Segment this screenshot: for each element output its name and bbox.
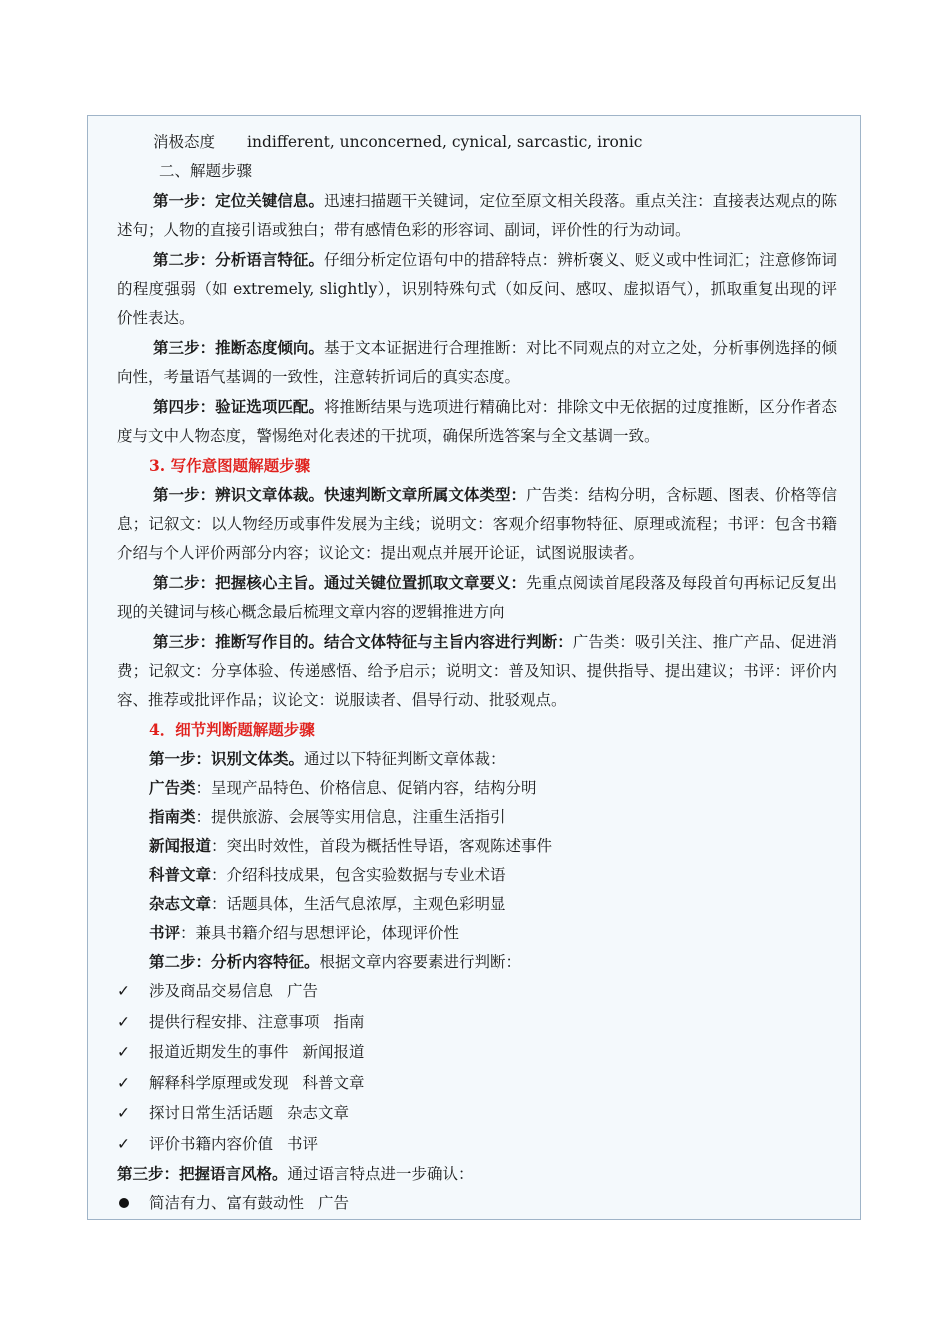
step-text: 迅速扫描题干关键词，定位至原文相关段落。重点关注：直接表达观点的陈述句；人物的直接引语或独白；带有感情色彩的形容词、副词，评价性的行为动词。 bbox=[117, 192, 837, 239]
check-feature: 报道近期发生的事件 bbox=[149, 1043, 289, 1061]
negative-attitude-words: indifferent, unconcerned, cynical, sarcastic, ironic bbox=[247, 133, 643, 151]
step-heading: 第二步：分析内容特征。 bbox=[149, 952, 320, 971]
check-item bbox=[117, 1098, 837, 1129]
attitude-step-1 bbox=[117, 186, 837, 245]
step-heading: 第二步：分析语言特征。 bbox=[153, 250, 325, 269]
genre-item bbox=[117, 802, 837, 831]
checkmark-icon: ✓ bbox=[117, 1073, 130, 1092]
genre-item bbox=[117, 918, 837, 947]
bullet-item bbox=[117, 1188, 837, 1219]
check-genre: 书评 bbox=[287, 1134, 319, 1153]
checkmark-icon: ✓ bbox=[117, 1134, 130, 1153]
genre-name: 杂志文章 bbox=[149, 894, 212, 913]
bullet-dot-icon bbox=[119, 1198, 129, 1208]
step-text: 广告类：吸引关注、推广产品、促进消费；记叙文：分享体验、传递感悟、给予启示；说明文：普及知识、提供指导、提出建议；书评：评价内容、推荐或批评作品；议论文：说服读者、倡导行动、批驳观点。 bbox=[117, 633, 837, 709]
detail-step-3 bbox=[117, 1159, 837, 1188]
check-item bbox=[117, 976, 837, 1007]
step-text: 将推断结果与选项进行精确比对：排除文中无依据的过度推断，区分作者态度与文中人物态度，警惕绝对化表述的干扰项，确保所选答案与全文基调一致。 bbox=[117, 398, 837, 445]
genre-desc: ：话题具体，生活气息浓厚，主观色彩明显 bbox=[211, 895, 506, 913]
purpose-step-3 bbox=[117, 627, 837, 715]
check-genre: 杂志文章 bbox=[287, 1104, 350, 1122]
check-feature: 解释科学原理或发现 bbox=[149, 1073, 289, 1092]
bullet-genre: 广告 bbox=[318, 1194, 350, 1212]
section-title-steps: 二、解题步骤 bbox=[159, 162, 253, 180]
step-text: 根据文章内容要素进行判断： bbox=[319, 953, 522, 971]
genre-name: 指南类 bbox=[149, 807, 196, 826]
check-genre: 新闻报道 bbox=[302, 1043, 365, 1061]
check-item bbox=[117, 1068, 837, 1099]
step-heading: 第二步：把握核心主旨。通过关键位置抓取文章要义： bbox=[153, 573, 527, 592]
section-title-writing-purpose: 3. 写作意图题解题步骤 bbox=[149, 456, 311, 475]
step-text: 先重点阅读首尾段落及每段首句再标记反复出现的关键词与核心概念最后梳理文章内容的逻辑推进方向 bbox=[117, 574, 837, 621]
genre-desc: ：呈现产品特色、价格信息、促销内容，结构分明 bbox=[195, 779, 537, 797]
step-heading: 第四步：验证选项匹配。 bbox=[153, 397, 325, 416]
step-text: 仔细分析定位语句中的措辞特点：辨析褒义、贬义或中性词汇；注意修饰词的程度强弱（如 extremely, slightly），识别特殊句式（如反问、感叹、虚拟语气），抓取重复出现的评价性表达。 bbox=[117, 251, 837, 327]
genre-name: 新闻报道 bbox=[149, 836, 212, 855]
genre-name: 科普文章 bbox=[149, 865, 212, 884]
attitude-step-3 bbox=[117, 333, 837, 392]
genre-name: 书评 bbox=[149, 923, 181, 942]
step-heading: 第一步：识别文体类。 bbox=[149, 749, 305, 768]
checkmark-icon: ✓ bbox=[117, 982, 130, 1000]
step-text: 通过语言特点进一步确认： bbox=[287, 1165, 474, 1183]
check-genre: 指南 bbox=[333, 1012, 365, 1031]
check-item bbox=[117, 1129, 837, 1160]
genre-item bbox=[117, 773, 837, 802]
attitude-step-4 bbox=[117, 392, 837, 451]
step-heading: 第一步：定位关键信息。 bbox=[153, 191, 325, 210]
step-heading: 第三步：把握语言风格。 bbox=[117, 1164, 288, 1183]
negative-attitude-line bbox=[117, 128, 837, 157]
check-genre: 科普文章 bbox=[302, 1073, 365, 1092]
genre-desc: ：提供旅游、会展等实用信息，注重生活指引 bbox=[195, 808, 506, 826]
check-genre: 广告 bbox=[287, 982, 319, 1000]
checkmark-icon: ✓ bbox=[117, 1012, 130, 1031]
genre-item bbox=[117, 860, 837, 889]
check-item bbox=[117, 1007, 837, 1038]
purpose-step-1 bbox=[117, 480, 837, 568]
genre-desc: ：介绍科技成果，包含实验数据与专业术语 bbox=[211, 866, 506, 884]
checkmark-icon: ✓ bbox=[117, 1104, 130, 1122]
step-text: 通过以下特征判断文章体裁： bbox=[304, 750, 506, 768]
step-text: 广告类：结构分明，含标题、图表、价格等信息；记叙文：以人物经历或事件发展为主线；说明文：客观介绍事物特征、原理或流程；书评：包含书籍介绍与个人评价两部分内容；议论文：提出观点并展开论证，试图说服读者。 bbox=[117, 486, 837, 562]
step-text: 基于文本证据进行合理推断：对比不同观点的对立之处，分析事例选择的倾向性，考量语气基调的一致性，注意转折词后的真实态度。 bbox=[117, 339, 837, 386]
check-feature: 探讨日常生活话题 bbox=[149, 1104, 274, 1122]
check-feature: 提供行程安排、注意事项 bbox=[149, 1012, 320, 1031]
checkmark-icon: ✓ bbox=[117, 1043, 130, 1061]
negative-attitude-label: 消极态度 bbox=[153, 133, 216, 151]
genre-item bbox=[117, 889, 837, 918]
step-heading: 第一步：辨识文章体裁。快速判断文章所属文体类型： bbox=[153, 485, 527, 504]
section-title-detail: 4．细节判断题解题步骤 bbox=[149, 720, 315, 739]
genre-desc: ：兼具书籍介绍与思想评论，体现评价性 bbox=[180, 924, 460, 942]
check-feature: 涉及商品交易信息 bbox=[149, 982, 274, 1000]
check-item bbox=[117, 1037, 837, 1068]
detail-step-1 bbox=[117, 744, 837, 773]
check-feature: 评价书籍内容价值 bbox=[149, 1134, 274, 1153]
genre-item bbox=[117, 831, 837, 860]
step-heading: 第三步：推断态度倾向。 bbox=[153, 338, 325, 357]
detail-step-2 bbox=[117, 947, 837, 976]
step-heading: 第三步：推断写作目的。结合文体特征与主旨内容进行判断： bbox=[153, 632, 573, 651]
document-body bbox=[117, 128, 837, 1219]
attitude-step-2 bbox=[117, 245, 837, 333]
genre-desc: ：突出时效性，首段为概括性导语，客观陈述事件 bbox=[211, 837, 553, 855]
purpose-step-2 bbox=[117, 568, 837, 627]
genre-name: 广告类 bbox=[149, 778, 196, 797]
bullet-feature: 简洁有力、富有鼓动性 bbox=[149, 1194, 305, 1212]
